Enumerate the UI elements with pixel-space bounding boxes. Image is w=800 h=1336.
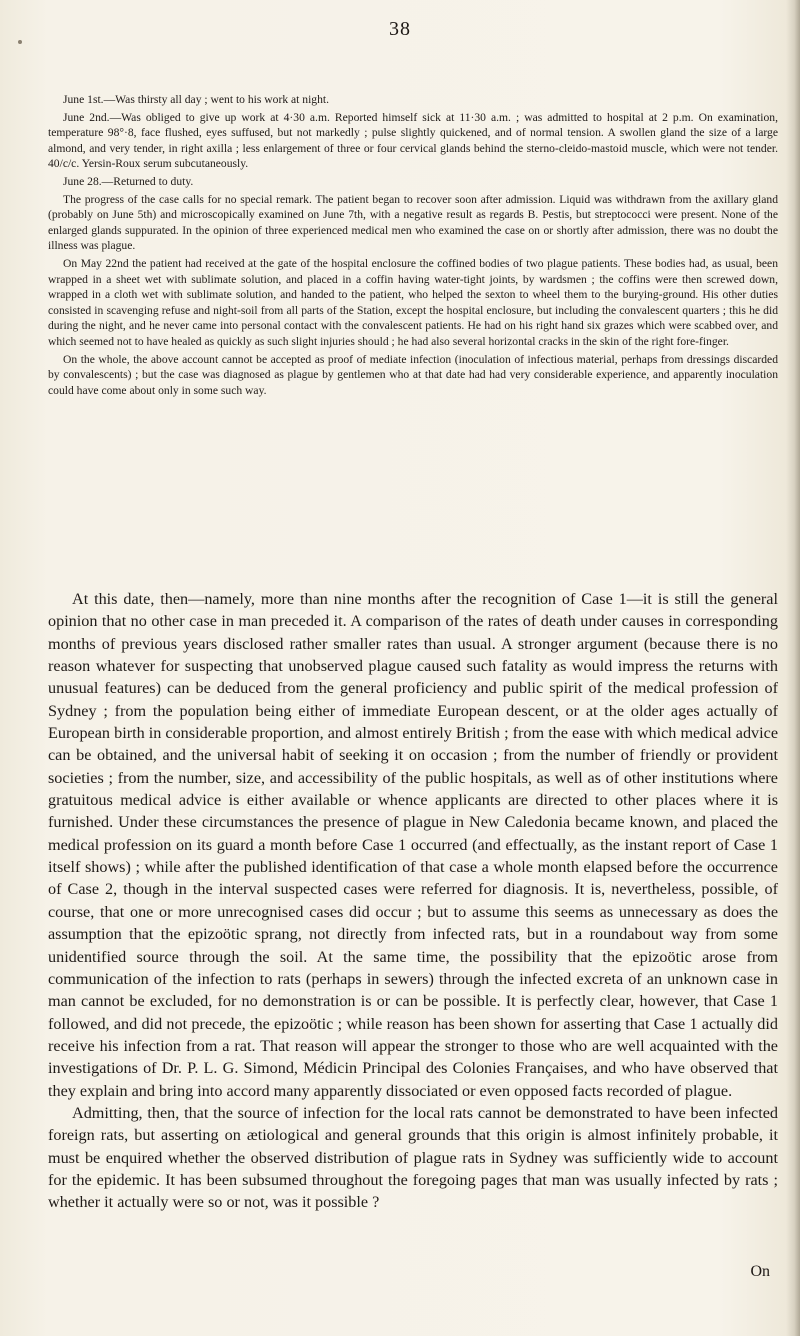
case-note-paragraph: June 28.—Returned to duty.	[63, 174, 194, 188]
main-text-section	[48, 588, 778, 1214]
page-number: 38	[389, 18, 411, 40]
page-edge-shadow	[786, 0, 800, 1336]
body-paragraph: Admitting, then, that the source of infection for the local rats cannot be demonstrated to have been infected foreign rats, but asserting on ætiological and general grounds that this origin is almost infinitely probable, it must be enquired whether the observed distribution of plague rats in Sydney was sufficiently wide to account for the epidemic. It has been subsumed throughout the foregoing pages that man was usually infected by rats ; whether it actually were so or not, was it possible ?	[48, 1103, 778, 1212]
case-note-paragraph: The progress of the case calls for no special remark. The patient began to recover soon after admission. Liquid was withdrawn from the axillary gland (probably on June 5th) and microscopically examined on June 7th, with a negative result as regards B. Pestis, but streptococci were present. None of the enlarged glands suppurated. In the opinion of three experienced medical men who examined the case on or shortly after admission, there was no doubt the illness was plague.	[48, 192, 778, 253]
body-paragraph: At this date, then—namely, more than nine months after the recognition of Case 1—it is still the general opinion that no other case in man preceded it. A comparison of the rates of death under causes in corresponding months of previous years disclosed rather smaller rates than usual. A stronger argument (because there is no reason whatever for suspecting that unobserved plague caused such fatality as would impress the returns with unusual features) can be deduced from the general proficiency and public spirit of the medical profession of Sydney ; from the population being either of immediate European descent, or at the older ages actually of European birth in considerable proportion, and almost entirely British ; from the ease with which medical advice can be obtained, and the universal habit of seeking it on occasion ; from the number of friendly or provident societies ; from the number, size, and accessibility of the public hospitals, as well as of other institutions where gratuitous medical advice is either available or whence applicants are directed to other places where it is furnished. Under these circumstances the presence of plague in New Caledonia became known, and placed the medical profession on its guard a month before Case 1 occurred (and effectually, as the instant report of Case 1 itself shows) ; while after the published identification of that case a whole month elapsed before the occurrence of Case 2, though in the interval suspected cases were referred for diagnosis. It is, nevertheless, possible, of course, that one or more unrecognised cases did occur ; but to assume this seems as unnecessary as does the assumption that the epizoötic sprang, not directly from infected rats, but in a roundabout way from some unidentified source through the soil. At the same time, the possibility that the epizoötic arose from communication of the infection to rats (perhaps in sewers) through the infected excreta of an unknown case in man cannot be excluded, for no demonstration is or can be possible. It is perfectly clear, however, that Case 1 followed, and did not precede, the epizoötic ; while reason has been shown for asserting that Case 1 actually did receive his infection from a rat. That reason will appear the stronger to those who are well acquainted with the investigations of Dr. P. L. G. Simond, Médicin Principal des Colonies Françaises, and who have observed that they explain and bring into accord many apparently dissociated or even opposed facts recorded of plague.	[48, 590, 778, 1100]
case-notes-section	[48, 92, 778, 400]
catchword: On	[750, 1263, 770, 1280]
case-note-paragraph: June 2nd.—Was obliged to give up work at 4·30 a.m. Reported himself sick at 11·30 a.m. ; was admitted to hospital at 2 p.m. On examination, temperature 98°·8, face flushed, eyes suffused, but not markedly ; pulse slightly quickened, and of normal tension. A swollen gland the size of a large almond, and very tender, in right axilla ; less enlargement of three or four cervical glands behind the sterno-cleido-mastoid muscle, which were not tender. 40/c/c. Yersin-Roux serum subcutaneously.	[48, 110, 778, 171]
case-note-paragraph: On May 22nd the patient had received at the gate of the hospital enclosure the coffined bodies of two plague patients. These bodies had, as usual, been wrapped in a sheet wet with sublimate solution, and placed in a coffin having water-tight joints, by wardsmen ; the coffins were then screwed down, wrapped in a cloth wet with sublimate solution, and handed to the patient, who helped the sexton to wheel them to the burying-ground. His other duties consisted in scavenging refuse and night-soil from all parts of the Station, except the hospital enclosure, but including the convalescent quarters ; this he did during the night, and he never came into personal contact with the convalescent patients. He had on his right hand six grazes which were scabbed over, and which seemed not to have healed as quickly as such slight injuries should ; he had also several horizontal cracks in the skin of the right fore-finger.	[48, 256, 778, 348]
case-note-paragraph: June 1st.—Was thirsty all day ; went to his work at night.	[63, 93, 330, 106]
case-note-paragraph: On the whole, the above account cannot be accepted as proof of mediate infection (inoculation of infectious material, perhaps from dressings discarded by convalescents) ; but the case was diagnosed as plague by gentlemen who at that date had had very considerable experience, and apparently inoculation could have come about only in some such way.	[48, 352, 778, 397]
